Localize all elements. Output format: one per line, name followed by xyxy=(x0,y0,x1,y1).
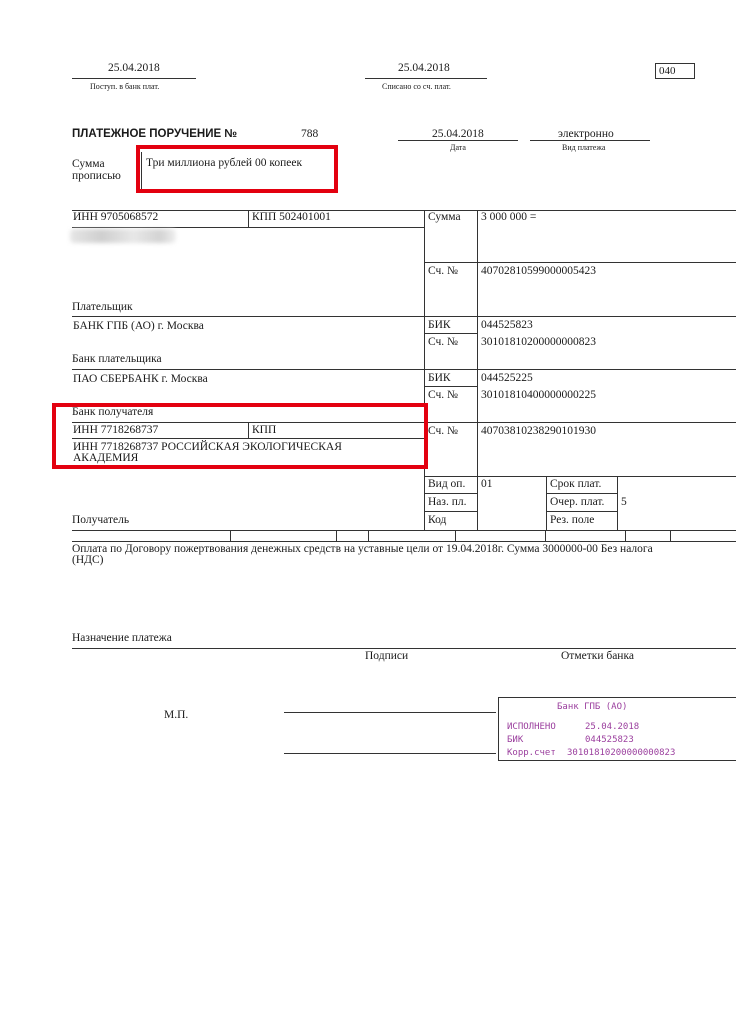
highlight-box-payee xyxy=(52,403,428,469)
divider xyxy=(424,493,477,494)
code-label: Код xyxy=(428,514,447,526)
divider xyxy=(670,530,671,541)
divider xyxy=(545,530,546,541)
divider xyxy=(424,262,736,263)
payee-bank-bik-label: БИК xyxy=(428,372,451,384)
payer-account-label: Сч. № xyxy=(428,265,459,277)
priority-value: 5 xyxy=(621,496,627,508)
highlight-box-amount xyxy=(136,145,338,193)
divider xyxy=(398,140,518,141)
divider xyxy=(248,210,249,227)
divider xyxy=(424,210,425,530)
divider xyxy=(424,386,477,387)
divider xyxy=(424,511,477,512)
stamp-place: М.П. xyxy=(164,709,189,721)
document-number: 788 xyxy=(301,128,319,140)
stamp-bik-label: БИК xyxy=(507,735,524,745)
amount-words-value: Три миллиона рублей 00 копеек xyxy=(146,157,303,169)
date-received-label: Поступ. в банк плат. xyxy=(90,82,160,91)
date-debited-label: Списано со сч. плат. xyxy=(382,82,451,91)
op-type-value: 01 xyxy=(481,478,493,490)
date-debited: 25.04.2018 xyxy=(398,62,450,74)
divider xyxy=(72,78,196,79)
payer-label: Плательщик xyxy=(72,301,133,313)
divider xyxy=(455,530,456,541)
stamp-bik: 044525823 xyxy=(585,735,634,745)
payment-type: электронно xyxy=(558,128,614,140)
divider xyxy=(546,493,617,494)
purpose-code-label: Наз. пл. xyxy=(428,496,467,508)
payer-bank-name: БАНК ГПБ (АО) г. Москва xyxy=(73,320,204,332)
divider xyxy=(477,210,478,530)
divider xyxy=(546,511,617,512)
payee-bank-label: Банк получателя xyxy=(72,406,154,418)
signature-line-1 xyxy=(284,712,496,713)
redacted-payer-name xyxy=(70,229,176,243)
amount-words-label-2: прописью xyxy=(72,170,121,182)
divider xyxy=(530,140,650,141)
form-code-box: 040 xyxy=(655,63,695,79)
payee-bank-corr-label: Сч. № xyxy=(428,389,459,401)
bank-marks-label: Отметки банка xyxy=(561,650,634,662)
payee-account-label: Сч. № xyxy=(428,425,459,437)
divider xyxy=(368,530,369,541)
payer-kpp: КПП 502401001 xyxy=(252,211,331,223)
amount-words-label-1: Сумма xyxy=(72,158,105,170)
divider xyxy=(72,369,736,370)
payer-bank-bik-label: БИК xyxy=(428,319,451,331)
stamp-corr-label: Корр.счет xyxy=(507,748,556,758)
payee-bank-bik: 044525225 xyxy=(481,372,533,384)
divider xyxy=(546,476,547,530)
stamp-bank-name: Банк ГПБ (АО) xyxy=(557,702,628,712)
divider xyxy=(424,333,477,334)
payer-bank-corr: 30101810200000000823 xyxy=(481,336,596,348)
divider xyxy=(72,227,424,228)
payer-bank-label: Банк плательщика xyxy=(72,353,162,365)
divider xyxy=(424,316,736,317)
date-received: 25.04.2018 xyxy=(108,62,160,74)
op-type-label: Вид оп. xyxy=(428,478,466,490)
payee-kpp: КПП xyxy=(252,424,277,436)
payee-account: 40703810238290101930 xyxy=(481,425,596,437)
signature-line-2 xyxy=(284,753,496,754)
purpose-text-line-2: (НДС) xyxy=(72,554,104,566)
payee-name-line-2: АКАДЕМИЯ xyxy=(73,452,139,464)
stamp-status-label: ИСПОЛНЕНО xyxy=(507,722,556,732)
divider xyxy=(72,530,736,531)
payment-type-label: Вид платежа xyxy=(562,143,606,152)
divider xyxy=(336,530,337,541)
divider xyxy=(617,476,618,530)
amount-label: Сумма xyxy=(428,211,461,223)
amount-value: 3 000 000 = xyxy=(481,211,537,223)
payee-bank-corr: 30101810400000000225 xyxy=(481,389,596,401)
purpose-text-line-1: Оплата по Договору пожертвования денежных средств на уставные цели от 19.04.2018г. Сумма 3000000-00 Без налога xyxy=(72,543,653,555)
divider xyxy=(230,530,231,541)
document-date-label: Дата xyxy=(450,143,466,152)
payer-bank-bik: 044525823 xyxy=(481,319,533,331)
payer-account: 40702810599000005423 xyxy=(481,265,596,277)
divider xyxy=(72,541,736,542)
divider xyxy=(625,530,626,541)
payee-name-line-1: ИНН 7718268737 РОССИЙСКАЯ ЭКОЛОГИЧЕСКАЯ xyxy=(73,441,342,453)
divider xyxy=(424,476,736,477)
payee-label: Получатель xyxy=(72,514,130,526)
payer-inn: ИНН 9705068572 xyxy=(73,211,159,223)
payee-bank-name: ПАО СБЕРБАНК г. Москва xyxy=(73,373,208,385)
priority-label: Очер. плат. xyxy=(550,496,605,508)
payee-inn: ИНН 7718268737 xyxy=(73,424,159,436)
divider xyxy=(365,78,487,79)
document-title: ПЛАТЕЖНОЕ ПОРУЧЕНИЕ № xyxy=(72,128,238,140)
bank-stamp xyxy=(498,697,736,761)
reserve-label: Рез. поле xyxy=(550,514,595,526)
divider xyxy=(72,648,736,649)
purpose-label: Назначение платежа xyxy=(72,632,172,644)
stamp-corr-account: 30101810200000000823 xyxy=(567,748,676,758)
document-date: 25.04.2018 xyxy=(432,128,484,140)
due-label: Срок плат. xyxy=(550,478,602,490)
divider xyxy=(72,316,424,317)
payer-bank-corr-label: Сч. № xyxy=(428,336,459,348)
stamp-status-date: 25.04.2018 xyxy=(585,722,640,732)
divider xyxy=(72,210,736,211)
signatures-label: Подписи xyxy=(365,650,409,662)
